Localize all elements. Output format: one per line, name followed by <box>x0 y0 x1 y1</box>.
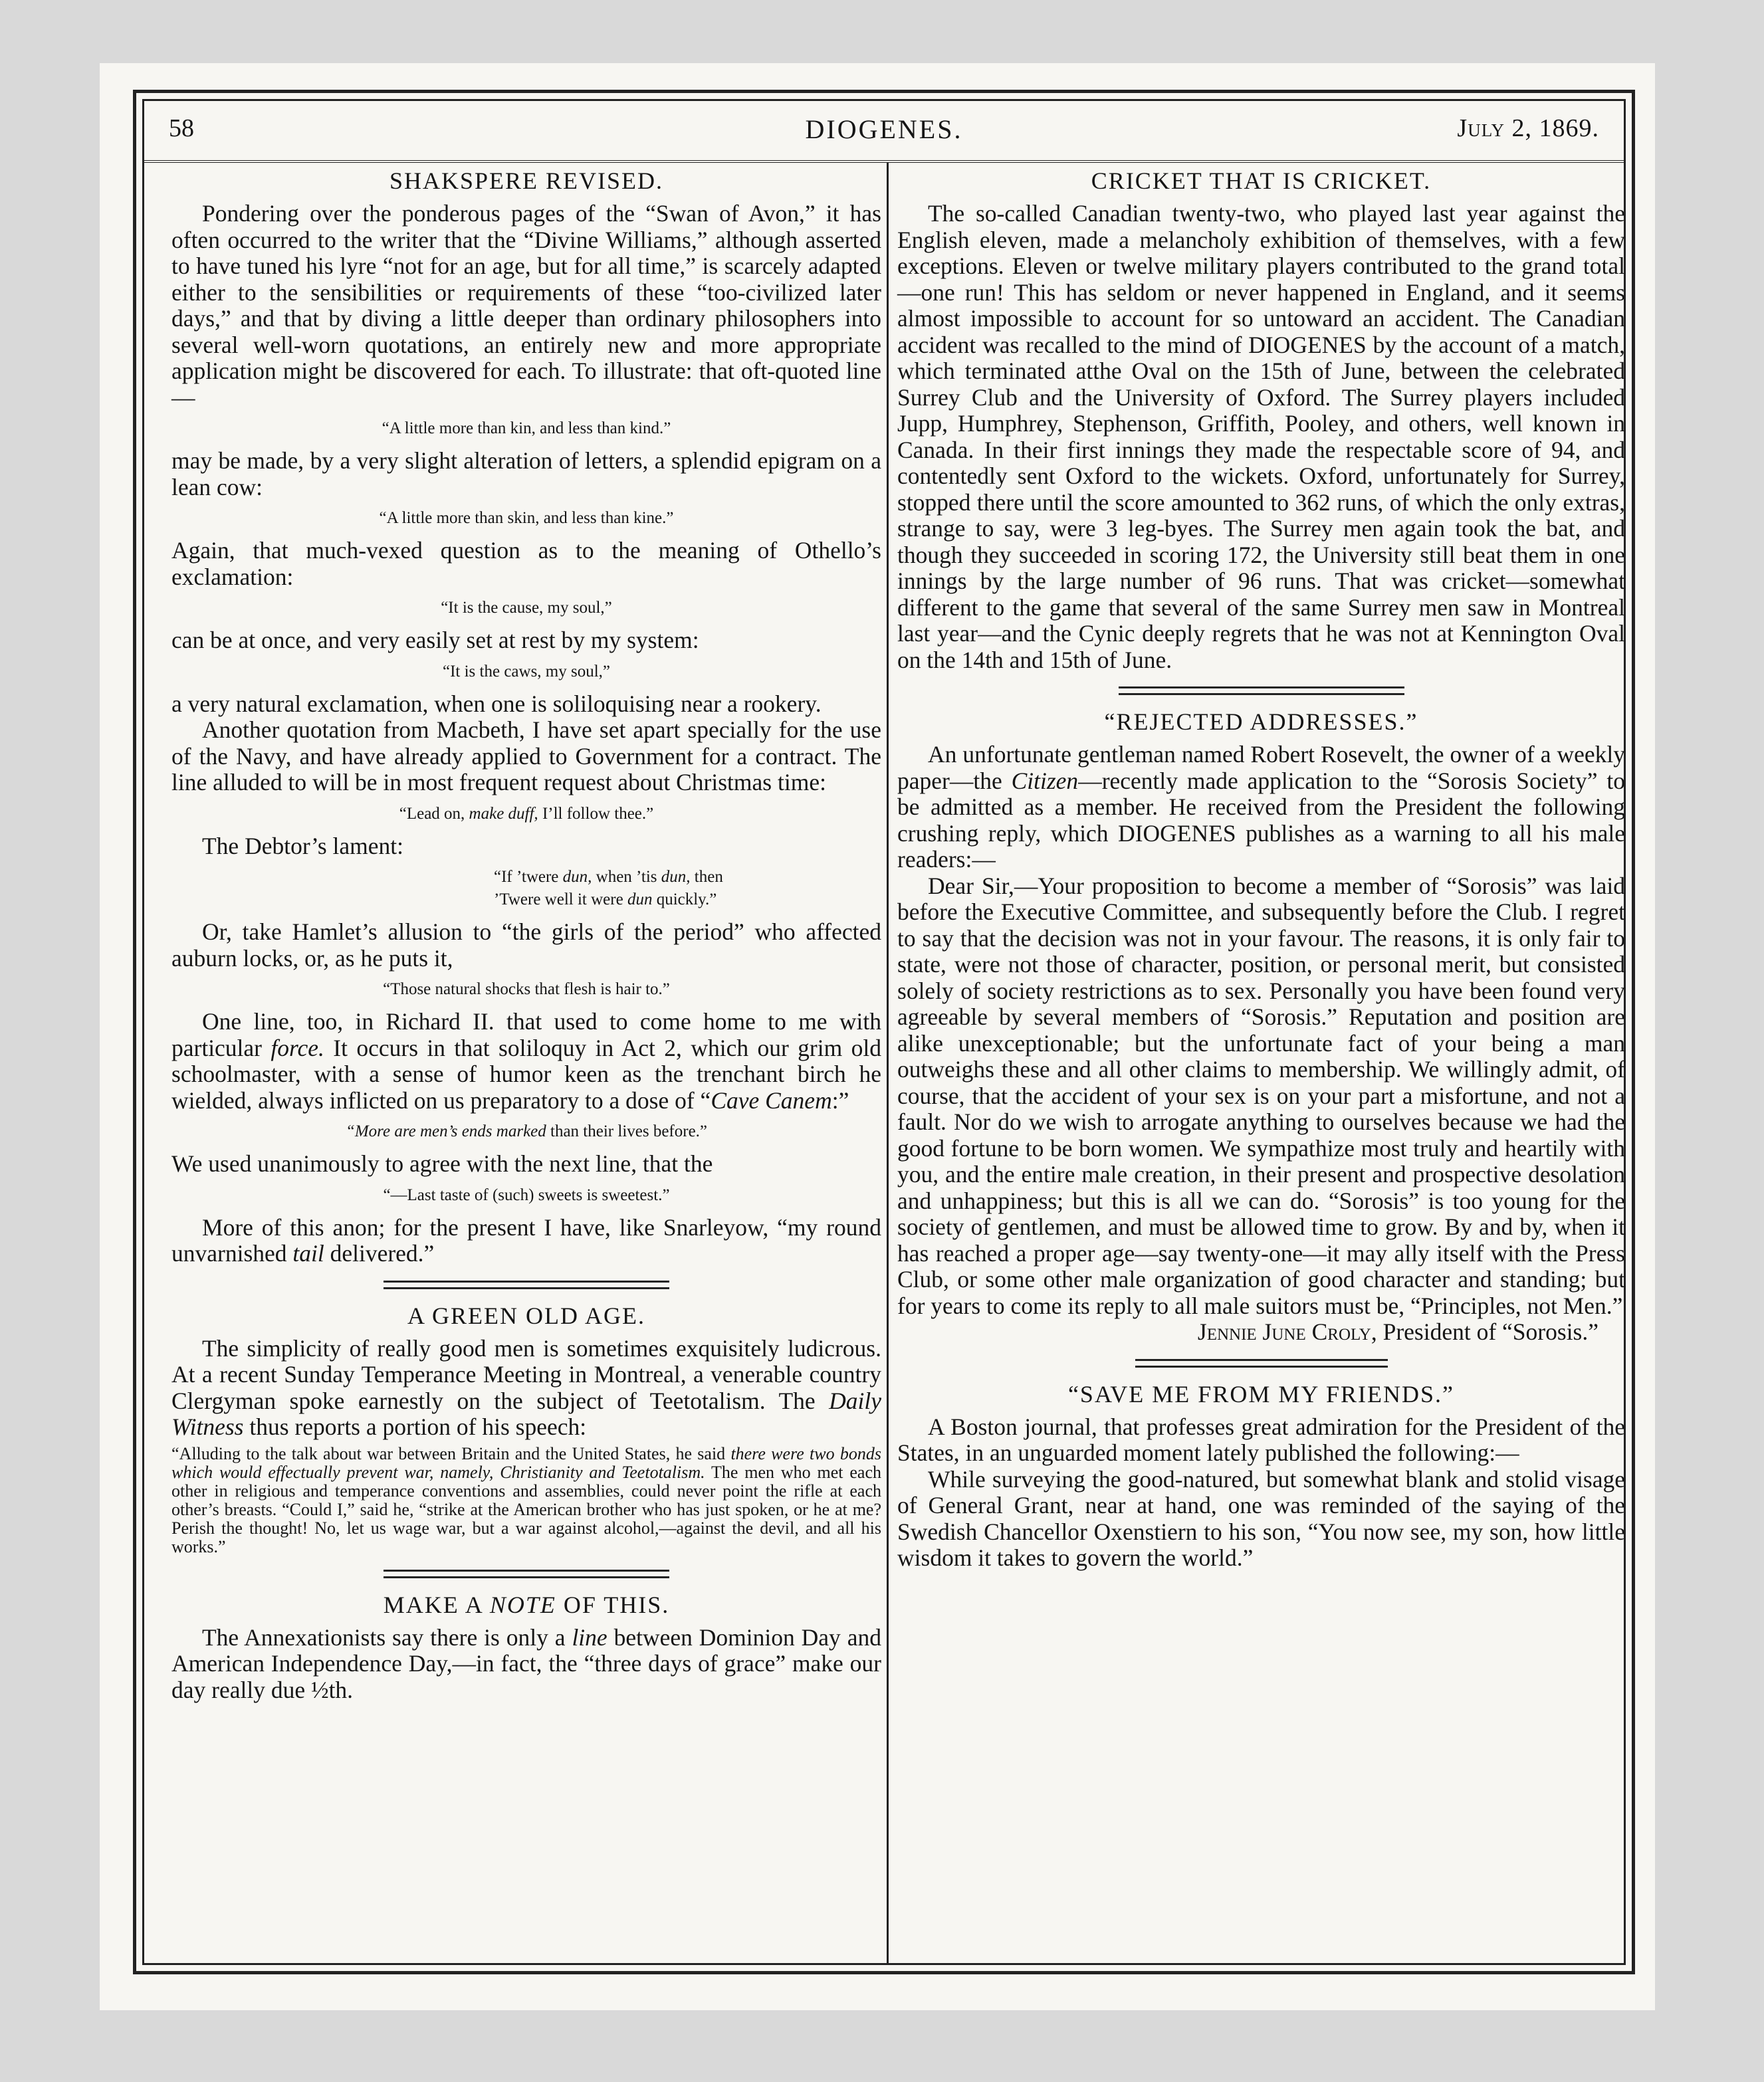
letter-body: Dear Sir,—Your proposition to become a member of “Sorosis” was laid before the Executive Committee, and subsequently before the Club. I regret to say that the decision was not in your favour. The reasons, it is only fair to state, were not those of character, position, or personal merit, but consisted solely of society restrictions as to sex. Personally you have been found very agreeable by several members of “Sorosis.” Reputation and position are alike unexceptionable; but the unfortunate fact of your being a man outweighs these and all other claims to membership. We willingly admit, of course, that the accident of your sex is on your part a misfortune, and not a fault. Nor do we wish to arrogate anything to ourselves because we had the good fortune to be born women. We sympathize most truly and heartily with you, and the entire male creation, in their present and prospective desolation and unhappiness; but this is all we can do. “Sorosis” is too young for the society of gentlemen, and must be allowed time to grow. By and by, when it has reached a proper age—say twenty-one—it may ally itself with the Press Club, or some other male organization of good character and standing; but for years to come its reply to all male suitors must be, “Principles, not Men.” <box>897 872 1625 1319</box>
text: One line, too, in Richard II. that used to come home to me with particular <box>171 1008 881 1061</box>
quote-emphasis: make duff, <box>469 804 538 823</box>
quotation <box>171 1120 881 1143</box>
column-divider <box>887 163 889 1965</box>
quotation-couplet <box>171 866 881 911</box>
paragraph: Again, that much-vexed question as to the meaning of Othello’s exclamation: <box>171 537 881 590</box>
quotation: “—Last taste of (such) sweets is sweetest.” <box>383 1186 670 1204</box>
paragraph: may be made, by a very slight alteration of letters, a splendid epigram on a lean cow: <box>171 447 881 500</box>
section-separator <box>384 1570 669 1578</box>
paragraph <box>897 742 1625 873</box>
right-column <box>897 166 1625 1572</box>
quote-text: quickly.” <box>652 890 717 908</box>
article-make-a-note <box>171 1590 881 1704</box>
paragraph: We used unanimously to agree with the next line, that the <box>171 1150 713 1177</box>
page-header <box>142 99 1626 163</box>
article-title: “REJECTED ADDRESSES.” <box>1104 708 1418 735</box>
emphasis: Citizen <box>1011 767 1079 794</box>
text: The men who met each other in religious and temperance conventions and assemblies, could never point the rifle at each other’s breasts. “Could I,” said he, “strike at the American brother who has just spoken, or he at me? Perish the thought! No, let us wage war, but a war against alcohol,—against the devil, and all his works.” <box>171 1462 881 1556</box>
text: delivered.” <box>324 1240 435 1267</box>
article-green-old-age <box>171 1301 881 1556</box>
quote-text: than their lives before.” <box>546 1122 708 1140</box>
paragraph: Or, take Hamlet’s allusion to “the girls of the period” who affected auburn locks, or, as he puts it, <box>171 918 881 972</box>
signature-title: President of “Sorosis.” <box>1377 1318 1599 1345</box>
text: The simplicity of really good men is sometimes exquisitely ludicrous. At a recent Sunday Temperance Meeting in Montreal, a venerable country Clergyman spoke earnestly on the subject of Teetotalism. The <box>171 1334 881 1414</box>
emphasis: there were two bonds which would effectually prevent war, namely, Christianity and Teetotalism. <box>171 1443 881 1482</box>
quote-text: when ’tis <box>592 868 661 886</box>
quotation: “A little more than kin, and less than kind.” <box>382 419 671 437</box>
section-separator <box>1119 686 1404 695</box>
paragraph <box>171 1336 881 1441</box>
article-save-me <box>897 1380 1625 1572</box>
text: The Annexationists say there is only a <box>202 1623 572 1651</box>
paragraph: Another quotation from Macbeth, I have set apart specially for the use of the Navy, and have already applied to Government for a contract. The line alluded to will be in most frequent request about Christmas time: <box>171 716 881 795</box>
text: “Alluding to the talk about war between Britain and the United States, he said <box>171 1443 731 1463</box>
article-title <box>171 1590 881 1619</box>
article-cricket <box>897 166 1625 673</box>
paragraph: A Boston journal, that professes great admiration for the President of the States, in an unguarded moment lately published the following:— <box>897 1413 1625 1466</box>
text: thus reports a portion of his speech: <box>243 1413 587 1440</box>
quotation: “A little more than skin, and less than kine.” <box>379 509 674 527</box>
paragraph <box>171 1625 881 1704</box>
signature-name: Jennie June Croly, <box>1197 1318 1377 1345</box>
signature <box>897 1319 1625 1346</box>
page-number: 58 <box>169 114 194 142</box>
quoted-extract <box>171 1445 881 1556</box>
article-title: “SAVE ME FROM MY FRIENDS.” <box>1067 1380 1455 1407</box>
issue-date: July 2, 1869. <box>1457 114 1599 142</box>
article-rejected-addresses <box>897 707 1625 1346</box>
paragraph: can be at once, and very easily set at rest by my system: <box>171 627 699 653</box>
quote-line <box>494 866 881 888</box>
paragraph <box>171 1009 881 1114</box>
quote-text: ’Twere well it were <box>494 890 627 908</box>
emphasis: Cave Canem <box>711 1087 832 1114</box>
paragraph: Pondering over the ponderous pages of the “Swan of Avon,” it has often occurred to the writer that the “Divine Williams,” although asserted to have tuned his lyre “not for an age, but for all time,” is scarcely adapted either to the sensibilities or requirements of these “too-civilized later days,” and that by diving a little deeper than ordinary philosophers into several well-worn quotations, an entirely new and more appropriate application might be discovered for each. To illustrate: that oft-quoted line— <box>171 200 881 411</box>
text: :” <box>831 1087 849 1114</box>
article-title: SHAKSPERE REVISED. <box>389 167 664 194</box>
article-title: A GREEN OLD AGE. <box>407 1302 645 1329</box>
title-text: OF THIS. <box>556 1591 670 1618</box>
quote-emphasis: “More are men’s ends marked <box>345 1122 546 1140</box>
emphasis: force. <box>271 1034 324 1061</box>
section-separator <box>384 1281 669 1289</box>
quote-text: “If ’twere <box>494 868 563 886</box>
article-shakspere-revised <box>171 166 881 1267</box>
quotation: “It is the caws, my soul,” <box>442 662 611 680</box>
title-text: MAKE A <box>383 1591 490 1618</box>
paragraph: The Debtor’s lament: <box>202 832 403 859</box>
paragraph: a very natural exclamation, when one is soliloquising near a rookery. <box>171 690 822 717</box>
quote-emphasis: dun <box>627 890 653 908</box>
section-separator <box>1135 1359 1388 1368</box>
quote-text: then <box>690 868 723 886</box>
text: —recently made application to the “Sorosis Society” to be admitted as a member. He received from the President the following crushing reply, which DIOGENES publishes as a warning to all his male readers:— <box>897 767 1625 873</box>
paragraph: While surveying the good-natured, but somewhat blank and stolid visage of General Grant, near at hand, one was reminded of the saying of the Swedish Chancellor Oxenstiern to his son, “You now see, my son, how little wisdom it takes to govern the world.” <box>897 1465 1625 1571</box>
masthead: DIOGENES. <box>805 114 963 144</box>
article-title: CRICKET THAT IS CRICKET. <box>1091 167 1432 194</box>
quote-text: I’ll follow thee.” <box>538 804 654 823</box>
quote-emphasis: dun, <box>562 868 592 886</box>
quotation: “It is the cause, my soul,” <box>441 599 612 617</box>
emphasis: line <box>572 1623 607 1651</box>
text: More of this anon; for the present I have, like Snarleyow, “my round unvarnished <box>171 1213 881 1267</box>
paragraph <box>171 1215 881 1267</box>
emphasis: tail <box>292 1240 324 1267</box>
emphasis: Daily Witness <box>171 1387 881 1440</box>
quotation: “Those natural shocks that flesh is hair to.” <box>383 980 670 998</box>
left-column <box>171 166 881 1703</box>
text: An unfortunate gentleman named Robert Rosevelt, the owner of a weekly paper—the <box>897 741 1625 794</box>
text: It occurs in that soliloquy in Act 2, which our grim old schoolmaster, with a sense of humor keen as the trenchant birch he wielded, always inflicted on us preparatory to a dose of “ <box>171 1034 881 1114</box>
quotation <box>171 803 881 825</box>
quote-emphasis: dun, <box>661 868 691 886</box>
quote-line <box>494 888 881 911</box>
paragraph: The so-called Canadian twenty-two, who played last year against the English eleven, made a melancholy exhibition of themselves, with a few exceptions. Eleven or twelve military players contributed to the grand total—one run! This has seldom or never happened in England, and it seems almost impossible to account for so untoward an accident. The Canadian accident was recalled to the mind of DIOGENES by the account of a match, which terminated atthe Oval on the 15th of June, between the celebrated Surrey Club and the University of Oxford. The Surrey players included Jupp, Humphrey, Stephenson, Griffith, Pooley, and others, well known in Canada. In their first innings they made the respectable score of 94, and contentedly sent Oxford to the wickets. Oxford, unfortunately for Surrey, stopped there until the score amounted to 362 runs, of which the only extras, strange to say, were 3 leg-byes. The Surrey men again took the bat, and though they succeeded in scoring 172, the University still beat them in one innings by the large number of 96 runs. That was cricket—somewhat different to the game that several of the same Surrey men saw in Montreal last year—and the Cynic deeply regrets that he was not at Kennington Oval on the 14th and 15th of June. <box>897 200 1625 673</box>
title-emphasis: NOTE <box>489 1591 556 1618</box>
quote-text: “Lead on, <box>399 804 469 823</box>
text: between Dominion Day and American Independence Day,—in fact, the “three days of grace” make our day really due ½th. <box>171 1623 881 1703</box>
